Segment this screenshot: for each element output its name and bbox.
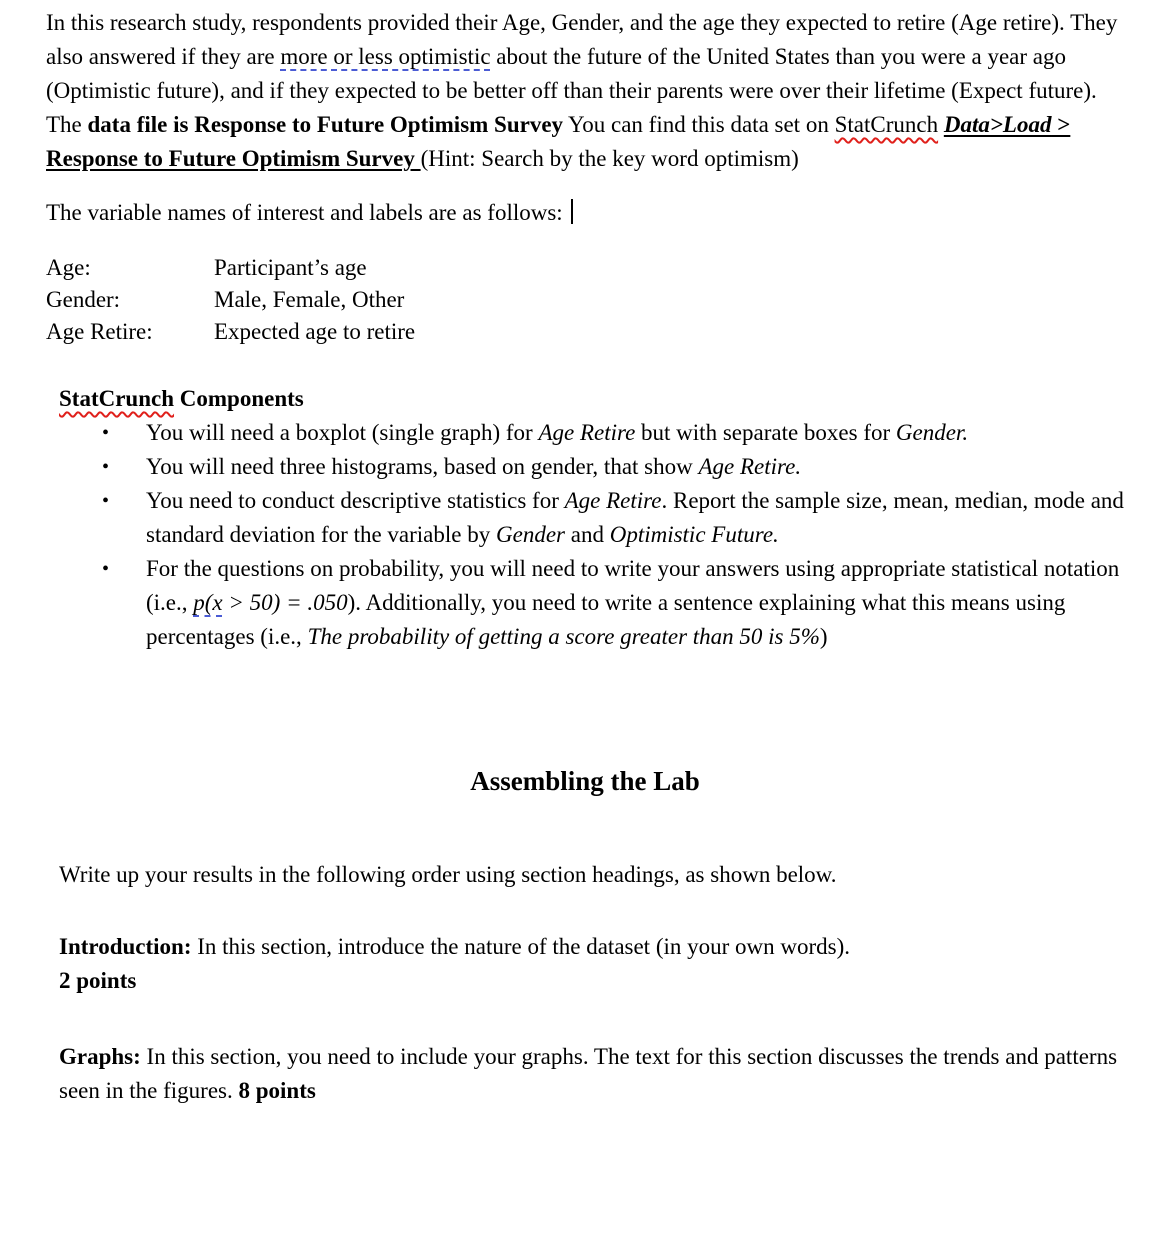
variable-label: Male, Female, Other [214,287,405,312]
text-segment: .050 [307,590,348,615]
variable-row-age [46,252,1124,284]
variables-intro-text [46,200,568,225]
variables-intro-paragraph [46,196,1124,230]
list-item-text [146,556,1119,649]
text-segment: Optimistic Future. [609,522,779,547]
list-item-text [146,420,968,445]
text-segment: > 50) [222,590,281,615]
text-segment: You need to conduct descriptive statistics for [146,488,565,513]
graphs-section-paragraph [59,1040,1124,1108]
text-segment: Age Retire. [698,454,802,479]
text-segment: The variable names of interest and labels are as follows: [46,200,569,225]
variable-label: Expected age to retire [214,319,416,344]
text-segment: Response to Future Optimism Survey [46,146,421,171]
variable-list [46,252,1124,348]
variable-name: Age Retire: [46,319,153,344]
bullet-icon: • [102,422,110,444]
text-segment: p(x [193,590,223,615]
bullet-icon: • [102,558,110,580]
text-segment: > [1051,112,1071,137]
text-segment: ) [819,624,828,649]
text-segment: Age Retire [538,420,636,445]
variable-row-gender [46,284,1124,316]
text-cursor-caret [571,199,573,224]
text-segment: StatCrunch [834,112,939,137]
text-segment: Graphs: [59,1044,141,1069]
text-segment: Age Retire [564,488,662,513]
intro-paragraph [46,6,1124,176]
text-segment: Components [174,386,304,411]
list-item-descriptive-stats [46,484,1124,552]
text-segment: . Report the sample size, mean, median, mode and standard deviation for the variable by [146,488,1124,547]
text-segment: 2 points [59,968,137,993]
text-segment: ). Additionally, you need to write a sentence explaining what this means using percentages (i.e., [146,590,1066,649]
variable-name: Age: [46,255,91,280]
text-segment: and [564,522,610,547]
text-segment: The probability of getting a score greater than 50 is 5% [307,624,820,649]
bullet-icon: • [102,456,110,478]
list-item-text [146,454,801,479]
text-segment: In this section, introduce the nature of the dataset (in your own words). [191,934,851,959]
text-segment: You will need a boxplot (single graph) for [146,420,539,445]
text-segment: about the future of the United States than you were a year ago (Optimistic future), and if they expected to be better off than their parents were over their lifetime (Expect future). The [46,44,1097,137]
text-segment: (Hint: Search by the key word optimism) [420,146,799,171]
assembling-the-lab-heading: Assembling the Lab [470,766,700,796]
text-segment: Data>Load [943,112,1052,137]
text-segment: = [280,590,308,615]
bullet-icon: • [102,490,110,512]
text-segment: StatCrunch [59,386,175,411]
text-segment: You will need three histograms, based on gender, that show [146,454,699,479]
text-segment: Introduction: [59,934,192,959]
list-item-text [146,488,1124,547]
text-segment: Gender. [895,420,969,445]
list-item-boxplot [46,416,1124,450]
statcrunch-components-heading [59,382,1124,416]
variable-row-age-retire [46,316,1124,348]
variable-name: Gender: [46,287,121,312]
list-item-histograms [46,450,1124,484]
list-item-probability [46,552,1124,654]
text-segment: 8 points [238,1078,316,1103]
introduction-section-paragraph [59,930,1124,998]
text-segment: but with separate boxes for [635,420,896,445]
text-segment: more or less optimistic [280,44,491,69]
text-segment: In this research study, respondents provided their Age, Gender, and the age they expected to retire (Age retire). They also answered if they are [46,10,1118,69]
text-segment: You can find this data set on [563,112,835,137]
text-segment: Gender [496,522,565,547]
text-segment: For the questions on probability, you will need to write your answers using appropriate statistical notation (i.e., [146,556,1120,615]
components-list [46,416,1124,654]
text-segment: data file is Response to Future Optimism Survey [87,112,564,137]
writeup-paragraph: Write up your results in the following order using section headings, as shown below. [59,862,837,887]
text-segment: In this section, you need to include your graphs. The text for this section discusses the trends and patterns seen in the figures. [59,1044,1118,1103]
variable-label: Participant’s age [214,255,367,280]
